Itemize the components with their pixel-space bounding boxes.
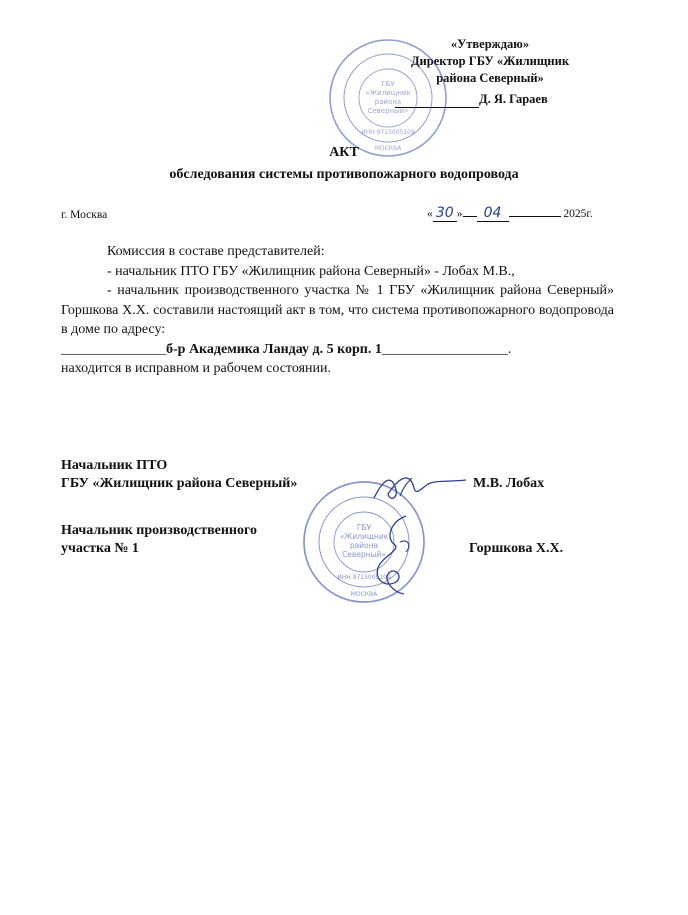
approval-signer: Д. Я. Гараев	[479, 92, 548, 106]
approval-title: «Утверждаю»	[450, 37, 530, 51]
stamp-text-line3: района	[374, 98, 402, 106]
handwritten-signature-1	[370, 468, 470, 508]
signer2-position-line2: участка № 1	[61, 541, 139, 556]
round-stamp-top	[326, 36, 450, 160]
handwritten-signature-2	[360, 512, 420, 598]
signer1-position-line1: Начальник ПТО	[61, 458, 168, 473]
date-field: « 30 » 04 2025г.	[427, 205, 593, 221]
date-month: 04	[483, 205, 502, 221]
act-body	[61, 242, 614, 379]
date-year: 2025г.	[563, 208, 593, 220]
status-line: находится в исправном и рабочем состоянии.	[61, 361, 331, 376]
stamp-text-line4: Северный»	[367, 107, 409, 115]
stamp2-text-line2: «Жилищник	[339, 532, 389, 541]
approval-position-line2: района Северный»	[436, 71, 544, 85]
signer1-name: М.В. Лобах	[473, 476, 545, 491]
signature-block-1	[61, 457, 297, 493]
approval-position-line1: Директор ГБУ «Жилищник	[410, 54, 570, 68]
signature-block-2	[61, 522, 257, 558]
stamp2-inn: ИНН 9715005109	[337, 574, 391, 581]
place-city: г. Москва	[61, 209, 108, 221]
signer2-position-line1: Начальник производственного	[61, 523, 257, 538]
address-value: б-р Академика Ландау д. 5 корп. 1	[166, 341, 382, 357]
date-day: 30	[435, 205, 454, 221]
commission-member-2: - начальник производственного участка № 1 ГБУ «Жилищник района Северный» Горшкова Х.Х. составили настоящий акт в том, что система противопожарного водопровода в доме по адресу:	[61, 283, 614, 337]
stamp-inn: ИНН 9715005109	[361, 129, 415, 136]
stamp2-text-line3: района	[349, 541, 379, 550]
commission-member-1: - начальник ПТО ГБУ «Жилищник района Северный» - Лобах М.В.,	[107, 263, 515, 279]
commission-line: Комиссия в составе представителей:	[107, 244, 325, 259]
stamp2-text-line4: Северный»	[342, 550, 386, 559]
signer2-name: Горшкова Х.Х.	[469, 541, 564, 556]
document-title: АКТ	[329, 145, 359, 160]
stamp2-text-line1: ГБУ	[356, 523, 372, 532]
signer1-position-line2: ГБУ «Жилищник района Северный»	[61, 476, 298, 491]
address-line: _______________б-р Академика Ландау д. 5 корп. 1__________________.	[61, 341, 512, 357]
stamp-text-line2: «Жилищник	[365, 89, 411, 97]
stamp2-city: МОСКВА	[350, 591, 378, 598]
document-subtitle: обследования системы противопожарного водопровода	[169, 167, 519, 182]
stamp-city: МОСКВА	[374, 145, 402, 152]
stamp-text-line1: ГБУ	[381, 80, 395, 88]
